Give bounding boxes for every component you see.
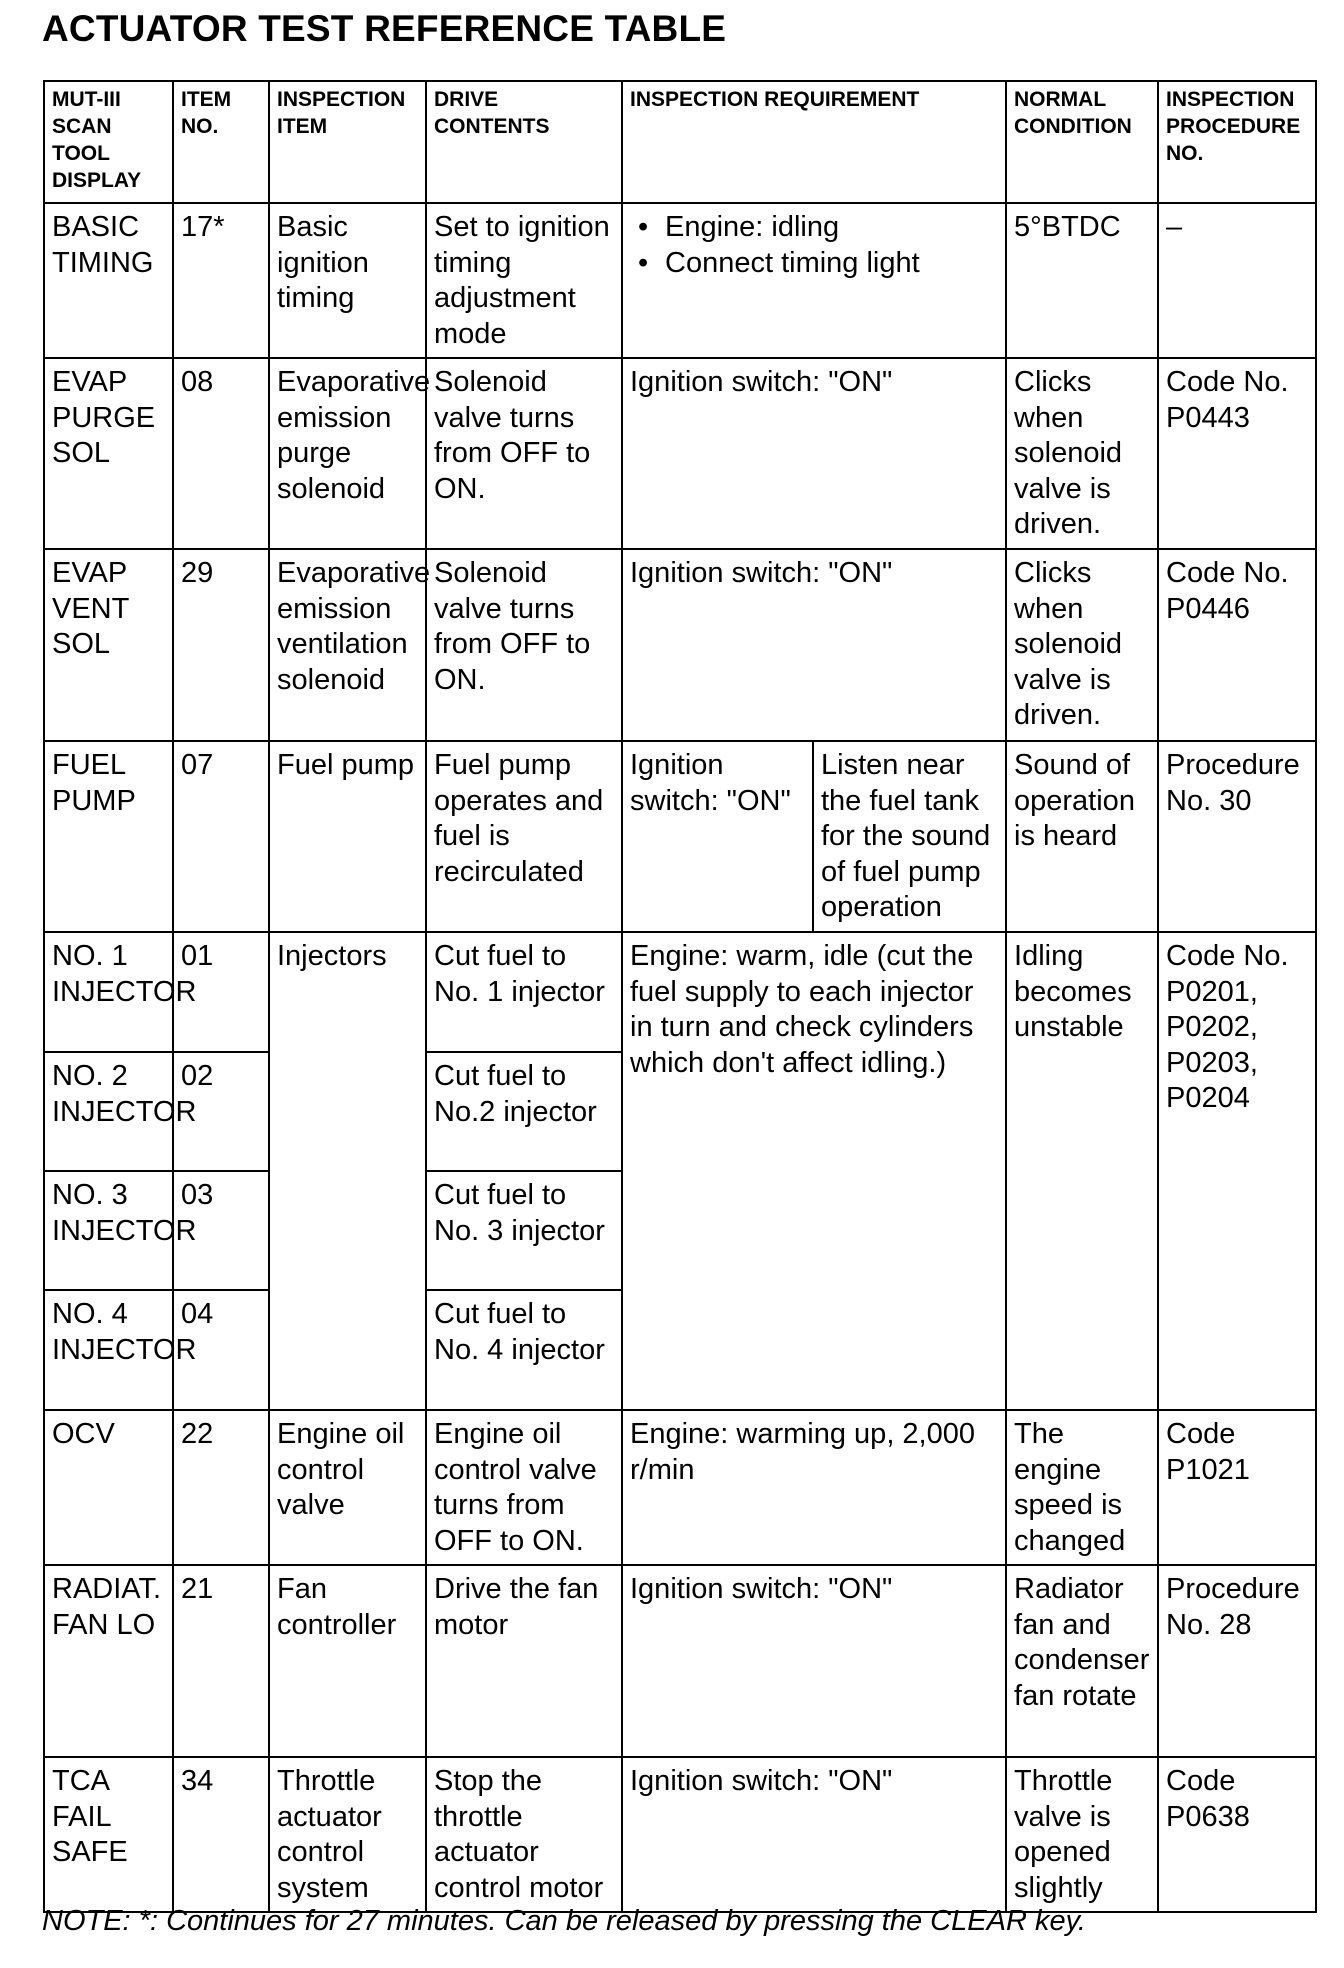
cell-inspection-requirement: Engine: warming up, 2,000 r/min (622, 1410, 1006, 1565)
header-row (44, 81, 1316, 203)
cell-item-no: 03 (173, 1171, 269, 1290)
cell-procedure-no: Code No. P0201, P0202, P0203, P0204 (1158, 932, 1316, 1410)
cell-display: FUEL PUMP (44, 741, 173, 932)
cell-normal-condition: Radiator fan and condenser fan rotate (1006, 1565, 1158, 1757)
cell-requirement-condition: Ignition switch: "ON" (622, 741, 813, 932)
cell-drive-contents: Fuel pump operates and fuel is recirculated (426, 741, 622, 932)
cell-inspection-item: Throttle actuator control system (269, 1757, 426, 1912)
cell-item-no: 21 (173, 1565, 269, 1757)
cell-inspection-requirement: Ignition switch: "ON" (622, 1565, 1006, 1757)
cell-inspection-requirement: Ignition switch: "ON" (622, 1757, 1006, 1912)
cell-drive-contents: Cut fuel to No. 1 injector (426, 932, 622, 1052)
cell-normal-condition: Clicks when solenoid valve is driven. (1006, 358, 1158, 549)
cell-normal-condition: Throttle valve is opened slightly (1006, 1757, 1158, 1912)
cell-display: TCA FAIL SAFE (44, 1757, 173, 1912)
cell-drive-contents: Solenoid valve turns from OFF to ON. (426, 549, 622, 741)
cell-drive-contents: Stop the throttle actuator control motor (426, 1757, 622, 1912)
cell-inspection-requirement: Engine: warm, idle (cut the fuel supply to each injector in turn and check cylinders which don't affect idling.) (622, 932, 1006, 1410)
header-inspection-requirement: INSPECTION REQUIREMENT (622, 81, 1006, 203)
cell-drive-contents: Set to ignition timing adjustment mode (426, 203, 622, 358)
header-drive-contents: DRIVE CONTENTS (426, 81, 622, 203)
cell-drive-contents: Cut fuel to No.2 injector (426, 1052, 622, 1171)
cell-normal-condition: Sound of operation is heard (1006, 741, 1158, 932)
cell-display: NO. 4 INJECTOR (44, 1290, 173, 1410)
header-normal-condition: NORMAL CONDITION (1006, 81, 1158, 203)
table-row (44, 549, 1316, 741)
cell-display: NO. 3 INJECTOR (44, 1171, 173, 1290)
cell-procedure-no: Code P1021 (1158, 1410, 1316, 1565)
table-row (44, 358, 1316, 549)
table-row (44, 741, 1316, 932)
table-row (44, 932, 1316, 1052)
cell-inspection-item: Engine oil control valve (269, 1410, 426, 1565)
cell-inspection-requirement: Ignition switch: "ON" (622, 358, 1006, 549)
cell-item-no: 02 (173, 1052, 269, 1171)
cell-inspection-item: Fan controller (269, 1565, 426, 1757)
cell-procedure-no: Procedure No. 30 (1158, 741, 1316, 932)
cell-item-no: 34 (173, 1757, 269, 1912)
table-row (44, 1757, 1316, 1912)
cell-procedure-no: – (1158, 203, 1316, 358)
cell-drive-contents: Cut fuel to No. 3 injector (426, 1171, 622, 1290)
cell-display: NO. 1 INJECTOR (44, 932, 173, 1052)
list-item: • Engine: idling (630, 210, 998, 246)
cell-procedure-no: Code P0638 (1158, 1757, 1316, 1912)
cell-normal-condition: The engine speed is changed (1006, 1410, 1158, 1565)
actuator-test-table (43, 80, 1317, 1913)
table-row (44, 203, 1316, 358)
cell-procedure-no: Procedure No. 28 (1158, 1565, 1316, 1757)
cell-item-no: 01 (173, 932, 269, 1052)
cell-drive-contents: Engine oil control valve turns from OFF to ON. (426, 1410, 622, 1565)
cell-normal-condition: 5°BTDC (1006, 203, 1158, 358)
cell-inspection-requirement: Ignition switch: "ON" (622, 549, 1006, 741)
cell-display: EVAP PURGE SOL (44, 358, 173, 549)
cell-drive-contents: Drive the fan motor (426, 1565, 622, 1757)
cell-procedure-no: Code No. P0443 (1158, 358, 1316, 549)
cell-display: EVAP VENT SOL (44, 549, 173, 741)
cell-item-no: 07 (173, 741, 269, 932)
cell-drive-contents: Solenoid valve turns from OFF to ON. (426, 358, 622, 549)
cell-item-no: 22 (173, 1410, 269, 1565)
cell-inspection-item: Injectors (269, 932, 426, 1410)
cell-requirement-action: Listen near the fuel tank for the sound of fuel pump operation (813, 741, 1006, 932)
cell-item-no: 29 (173, 549, 269, 741)
header-procedure-no: INSPECTION PROCEDURE NO. (1158, 81, 1316, 203)
cell-display: RADIAT. FAN LO (44, 1565, 173, 1757)
cell-item-no: 17* (173, 203, 269, 358)
cell-normal-condition: Clicks when solenoid valve is driven. (1006, 549, 1158, 741)
cell-item-no: 08 (173, 358, 269, 549)
page-title: ACTUATOR TEST REFERENCE TABLE (42, 8, 727, 49)
table-row (44, 1565, 1316, 1757)
table-row (44, 1410, 1316, 1565)
footnote: NOTE: *: Continues for 27 minutes. Can be released by pressing the CLEAR key. (42, 1905, 1086, 1937)
cell-normal-condition: Idling becomes unstable (1006, 932, 1158, 1410)
header-inspection-item: INSPECTION ITEM (269, 81, 426, 203)
requirement-list (630, 210, 998, 281)
header-scan-tool-display: MUT-III SCAN TOOL DISPLAY (44, 81, 173, 203)
cell-display: OCV (44, 1410, 173, 1565)
list-item: • Connect timing light (630, 246, 998, 282)
cell-procedure-no: Code No. P0446 (1158, 549, 1316, 741)
cell-drive-contents: Cut fuel to No. 4 injector (426, 1290, 622, 1410)
header-item-no: ITEM NO. (173, 81, 269, 203)
cell-display: BASIC TIMING (44, 203, 173, 358)
cell-inspection-item: Evaporative emission ventilation solenoid (269, 549, 426, 741)
cell-item-no: 04 (173, 1290, 269, 1410)
cell-inspection-item: Basic ignition timing (269, 203, 426, 358)
cell-inspection-item: Fuel pump (269, 741, 426, 932)
cell-display: NO. 2 INJECTOR (44, 1052, 173, 1171)
cell-inspection-requirement (622, 203, 1006, 358)
cell-inspection-item: Evaporative emission purge solenoid (269, 358, 426, 549)
